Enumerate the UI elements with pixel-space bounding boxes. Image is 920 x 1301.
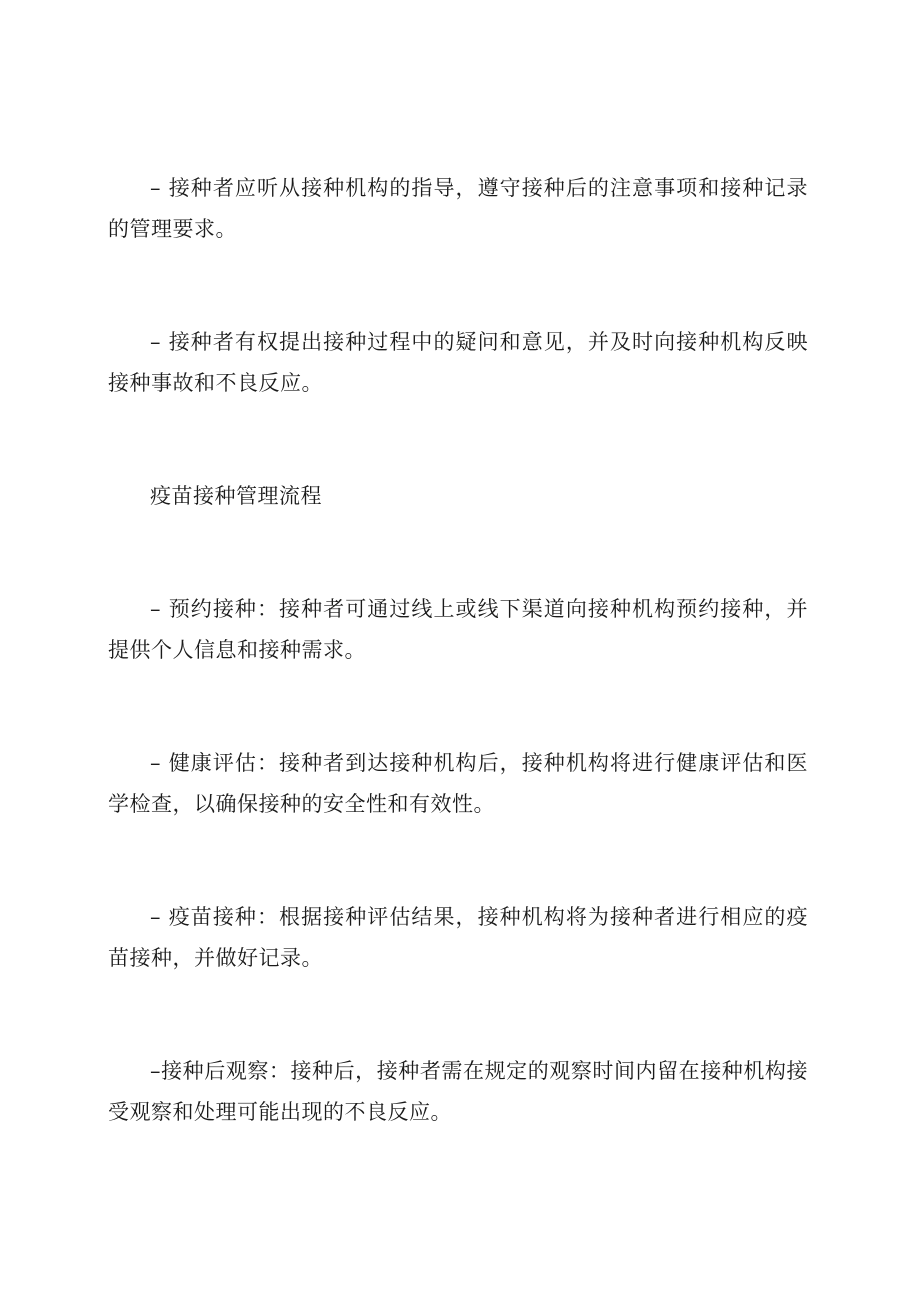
section-heading: 疫苗接种管理流程	[150, 484, 322, 508]
paragraph-right-to-raise-questions: – 接种者有权提出接种过程中的疑问和意见，并及时向接种机构反映接种事故和不良反应。	[108, 330, 808, 395]
paragraph-appointment: – 预约接种：接种者可通过线上或线下渠道向接种机构预约接种，并提供个人信息和接种需求。	[108, 597, 808, 662]
document-body	[108, 168, 808, 1205]
paragraph-vaccination: – 疫苗接种：根据接种评估结果，接种机构将为接种者进行相应的疫苗接种，并做好记录。	[108, 905, 808, 970]
paragraph-post-observation: –接种后观察：接种后，接种者需在规定的观察时间内留在接种机构接受观察和处理可能出现的不良反应。	[108, 1059, 808, 1124]
paragraph-follow-guidance: – 接种者应听从接种机构的指导，遵守接种后的注意事项和接种记录的管理要求。	[108, 176, 808, 241]
paragraph-health-assessment: – 健康评估：接种者到达接种机构后，接种机构将进行健康评估和医学检查，以确保接种的安全性和有效性。	[108, 751, 808, 816]
